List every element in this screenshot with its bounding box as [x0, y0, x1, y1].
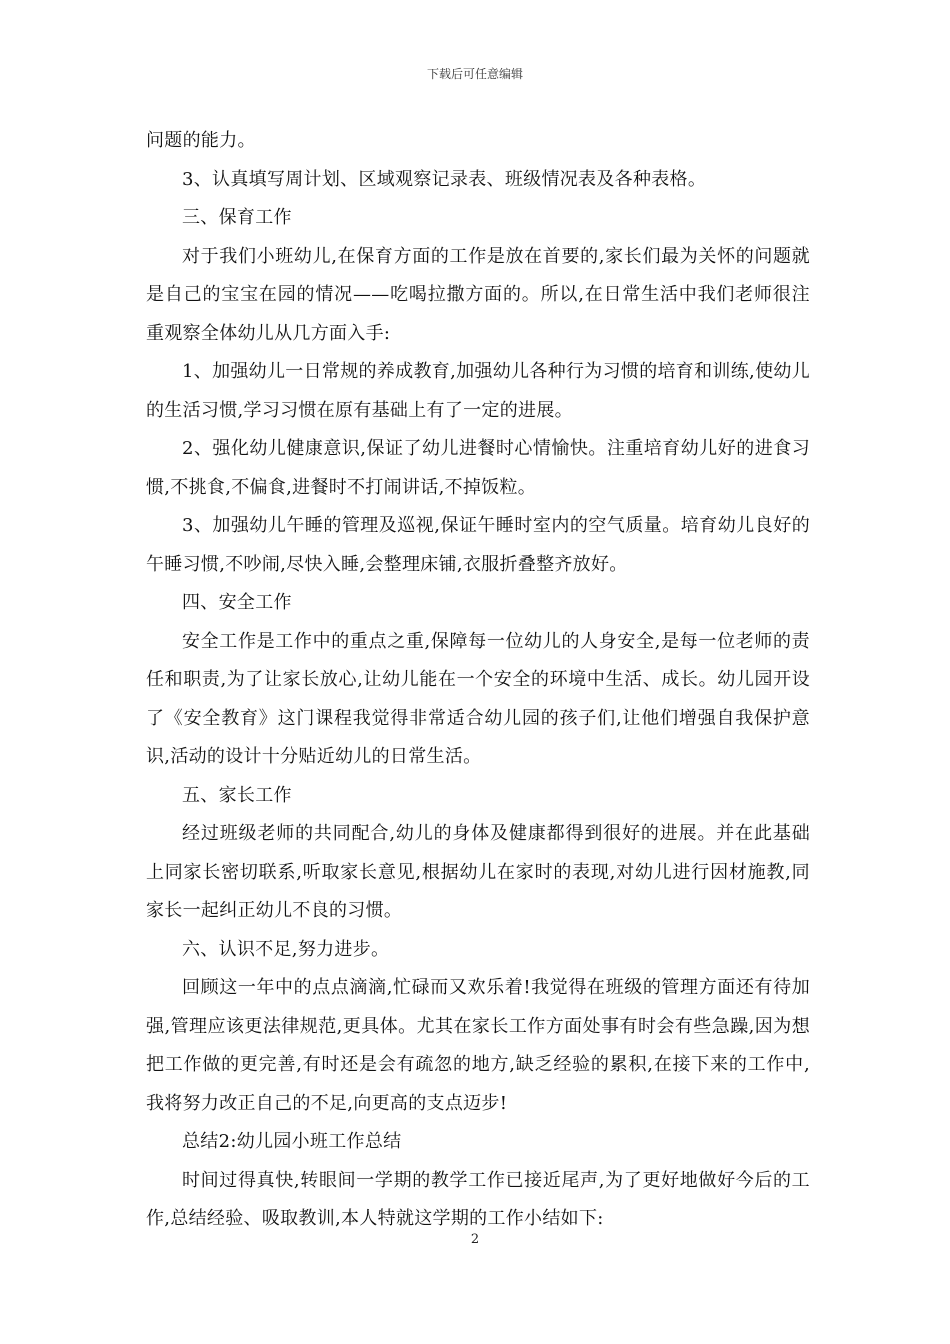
paragraph: 安全工作是工作中的重点之重,保障每一位幼儿的人身安全,是每一位老师的责任和职责,为了让家长放心,让幼儿能在一个安全的环境中生活、成长。幼儿园开设了《安全教育》这门课程我觉得非常适合幼儿园的孩子们,让他们增强自我保护意识,活动的设计十分贴近幼儿的日常生活。 — [146, 630, 810, 767]
paragraph: 时间过得真快,转眼间一学期的教学工作已接近尾声,为了更好地做好今后的工作,总结经验、吸取教训,本人特就这学期的工作小结如下: — [146, 1169, 810, 1229]
document-body — [146, 122, 810, 1239]
paragraph: 3、加强幼儿午睡的管理及巡视,保证午睡时室内的空气质量。培育幼儿良好的午睡习惯,不吵闹,尽快入睡,会整理床铺,衣服折叠整齐放好。 — [146, 515, 810, 575]
page-header: 下载后可任意编辑 — [426, 67, 523, 81]
section-heading: 四、安全工作 — [182, 592, 292, 613]
section-heading: 五、家长工作 — [182, 784, 292, 806]
paragraph: 经过班级老师的共同配合,幼儿的身体及健康都得到很好的进展。并在此基础上同家长密切联系,听取家长意见,根据幼儿在家时的表现,对幼儿进行因材施教,同家长一起纠正幼儿不良的习惯。 — [146, 823, 810, 921]
page-number: 2 — [470, 1232, 480, 1247]
paragraph: 3、认真填写周计划、区域观察记录表、班级情况表及各种表格。 — [182, 168, 707, 190]
paragraph: 对于我们小班幼儿,在保育方面的工作是放在首要的,家长们最为关怀的问题就是自己的宝宝在园的情况——吃喝拉撒方面的。所以,在日常生活中我们老师很注重观察全体幼儿从几方面入手: — [146, 245, 810, 344]
paragraph: 回顾这一年中的点点滴滴,忙碌而又欢乐着!我觉得在班级的管理方面还有待加强,管理应该更法律规范,更具体。尤其在家长工作方面处事有时会有些急躁,因为想把工作做的更完善,有时还是会有疏忽的地方,缺乏经验的累积,在接下来的工作中,我将努力改正自己的不足,向更高的支点迈步! — [146, 977, 810, 1114]
paragraph: 2、强化幼儿健康意识,保证了幼儿进餐时心情愉快。注重培育幼儿好的进食习惯,不挑食,不偏食,进餐时不打闹讲话,不掉饭粒。 — [146, 438, 810, 498]
section-heading: 六、认识不足,努力进步。 — [182, 938, 390, 960]
section-heading: 三、保育工作 — [182, 207, 292, 228]
section-heading: 总结2:幼儿园小班工作总结 — [182, 1131, 402, 1152]
paragraph: 1、加强幼儿一日常规的养成教育,加强幼儿各种行为习惯的培育和训练,使幼儿的生活习惯,学习习惯在原有基础上有了一定的进展。 — [146, 361, 810, 421]
paragraph: 问题的能力。 — [146, 130, 256, 151]
